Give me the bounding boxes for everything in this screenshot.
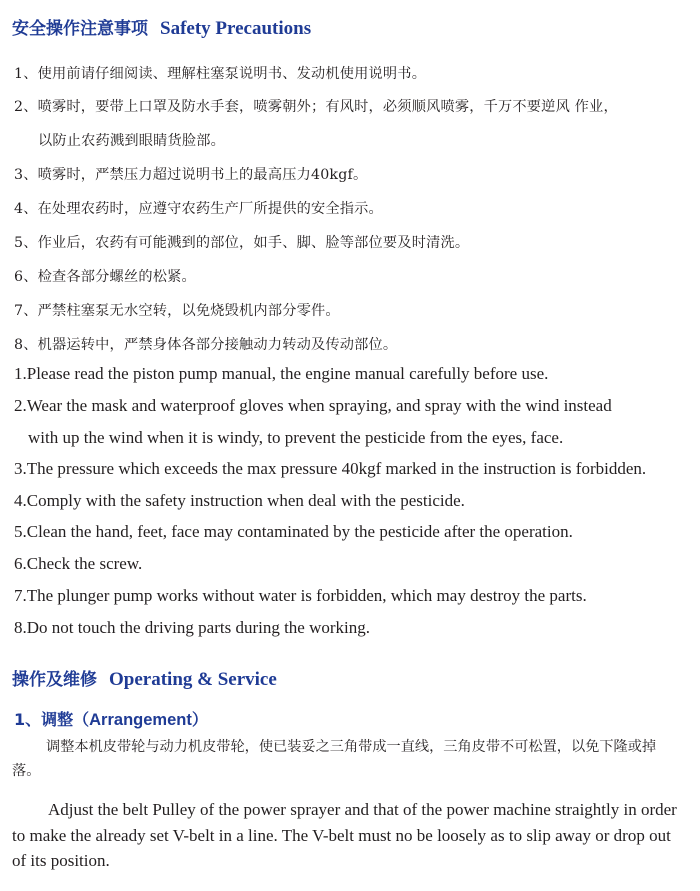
safety-title-en: Safety Precautions (160, 18, 312, 39)
safety-en-item-8: 8.Do not touch the driving parts during the working. (14, 618, 371, 637)
arrangement-paragraph-en: Adjust the belt Pulley of the power sprayer and that of the power machine straightly in order to make the already set V-belt in a line. The V-belt must no be loosely as to slip away or drop out of its position. (12, 800, 677, 870)
safety-zh-item-4: 4、在处理农药时，应遵守农药生产厂所提供的安全指示。 (14, 201, 383, 217)
safety-precautions-heading (12, 14, 311, 40)
arrangement-paragraph-zh: 调整本机皮带轮与动力机皮带轮，使已装妥之三角带成一直线，三角皮带不可松置，以免下隆或掉落。 (12, 739, 657, 779)
operating-title-en: Operating & Service (109, 669, 277, 690)
safety-en-item-1: 1.Please read the piston pump manual, the engine manual carefully before use. (14, 364, 549, 383)
safety-zh-item-1: 1、使用前请仔细阅读、理解柱塞泵说明书、发动机使用说明书。 (14, 66, 427, 82)
safety-en-item-4: 4.Comply with the safety instruction when deal with the pesticide. (14, 491, 465, 510)
arrangement-heading-close: ） (191, 710, 208, 729)
safety-zh-item-2-continued: 以防止农药溅到眼睛货脸部。 (38, 133, 226, 149)
safety-en-item-2: 2.Wear the mask and waterproof gloves when spraying, and spray with the wind instead (14, 396, 612, 415)
safety-en-item-3: 3.The pressure which exceeds the max pressure 40kgf marked in the instruction is forbidden. (14, 459, 647, 478)
safety-zh-item-7: 7、严禁柱塞泵无水空转，以免烧毁机内部分零件。 (14, 303, 340, 319)
arrangement-heading-en: Arrangement (89, 711, 192, 729)
safety-zh-item-2: 2、喷雾时，要带上口罩及防水手套，喷雾朝外；有风时，必须顺风喷雾，千万不要逆风 作业， (14, 99, 618, 115)
operating-service-heading (12, 665, 277, 691)
arrangement-heading (14, 707, 208, 730)
safety-en-item-5: 5.Clean the hand, feet, face may contaminated by the pesticide after the operation. (14, 522, 573, 541)
safety-zh-item-5: 5、作业后，农药有可能溅到的部位，如手、脚、脸等部位要及时清洗。 (14, 235, 470, 251)
safety-en-item-2-continued: with up the wind when it is windy, to prevent the pesticide from the eyes, face. (28, 428, 564, 447)
safety-en-item-6: 6.Check the screw. (14, 554, 143, 573)
operating-title-zh: 操作及维修 (12, 670, 97, 690)
safety-zh-item-6: 6、检查各部分螺丝的松紧。 (14, 269, 196, 285)
safety-en-item-7: 7.The plunger pump works without water is forbidden, which may destroy the parts. (14, 586, 587, 605)
arrangement-heading-prefix: 1、调整（ (14, 710, 90, 729)
safety-zh-item-3: 3、喷雾时，严禁压力超过说明书上的最高压力40kgf。 (14, 167, 368, 183)
safety-zh-item-8: 8、机器运转中，严禁身体各部分接触动力转动及传动部位。 (14, 337, 398, 353)
safety-title-zh: 安全操作注意事项 (12, 19, 148, 39)
